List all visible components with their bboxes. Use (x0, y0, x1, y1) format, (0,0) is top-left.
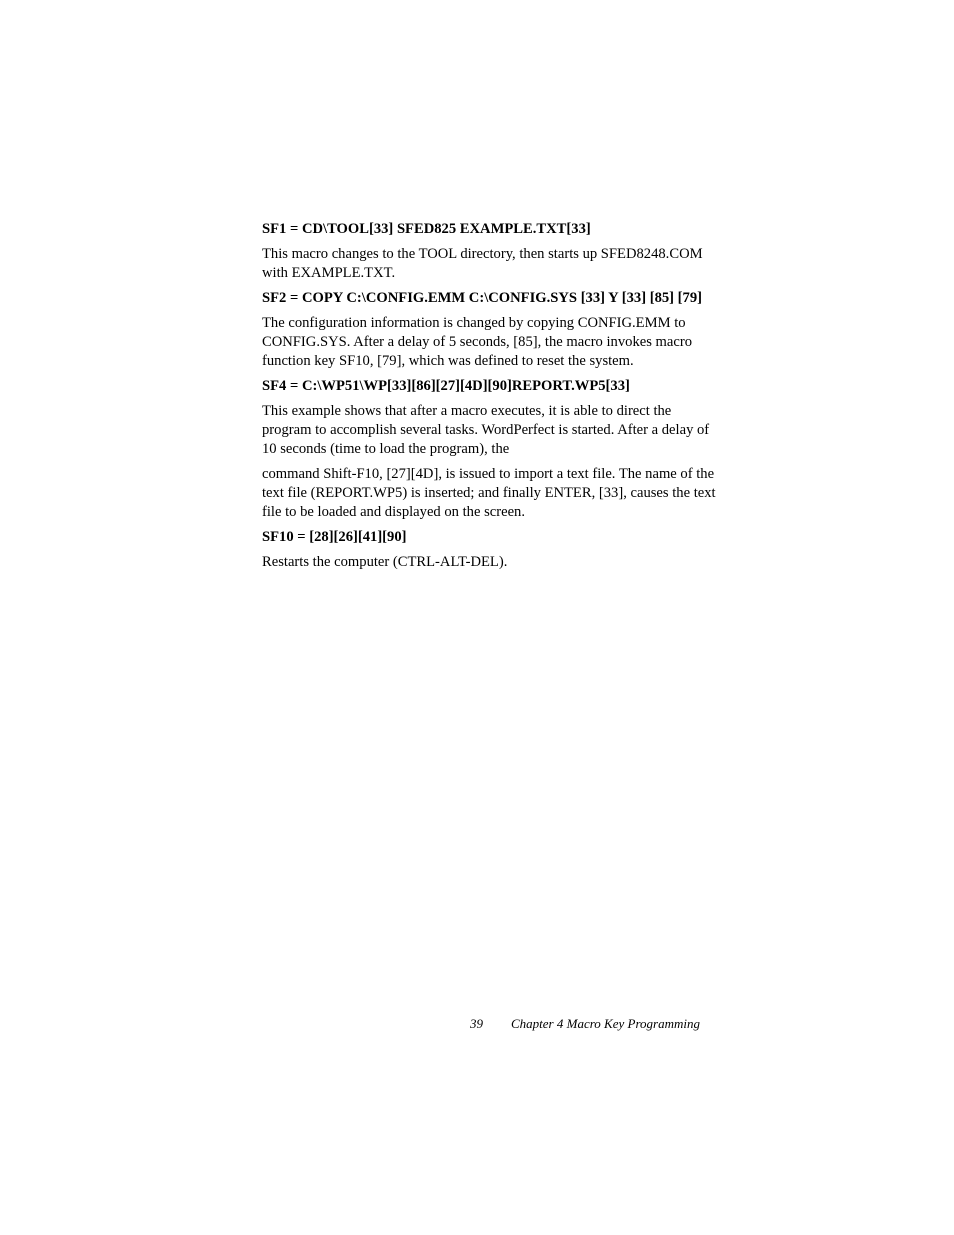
macro-description-sf4-part2: command Shift-F10, [27][4D], is issued to import a text file. The name of the text file (REPORT.WP5) is inserted; and finally ENTER, [33], causes the text file to be loaded and displayed on the screen. (262, 466, 716, 520)
macro-description-sf2: The configuration information is changed by copying CONFIG.EMM to CONFIG.SYS. After a delay of 5 seconds, [85], the macro invokes macro function key SF10, [79], which was defined to reset the system. (262, 315, 693, 369)
chapter-title: Chapter 4 Macro Key Programming (511, 1016, 700, 1031)
macro-description-sf1: This macro changes to the TOOL directory, then starts up SFED8248.COM with EXAMPLE.TXT. (262, 246, 703, 281)
page-content (262, 220, 724, 578)
macro-heading-sf1: SF1 = CD\TOOL[33] SFED825 EXAMPLE.TXT[33] (262, 221, 591, 237)
macro-heading-sf10: SF10 = [28][26][41][90] (262, 529, 407, 545)
macro-description-sf10: Restarts the computer (CTRL-ALT-DEL). (262, 554, 508, 570)
macro-heading-sf4: SF4 = C:\WP51\WP[33][86][27][4D][90]REPORT.WP5[33] (262, 378, 630, 394)
page-number: 39 (470, 1016, 483, 1031)
macro-heading-sf2: SF2 = COPY C:\CONFIG.EMM C:\CONFIG.SYS [33] Y [33] [85] [79] (262, 290, 702, 306)
macro-description-sf4-part1: This example shows that after a macro executes, it is able to direct the program to accomplish several tasks. WordPerfect is started. After a delay of 10 seconds (time to load the program), the (262, 403, 710, 457)
page-footer (470, 1015, 720, 1033)
